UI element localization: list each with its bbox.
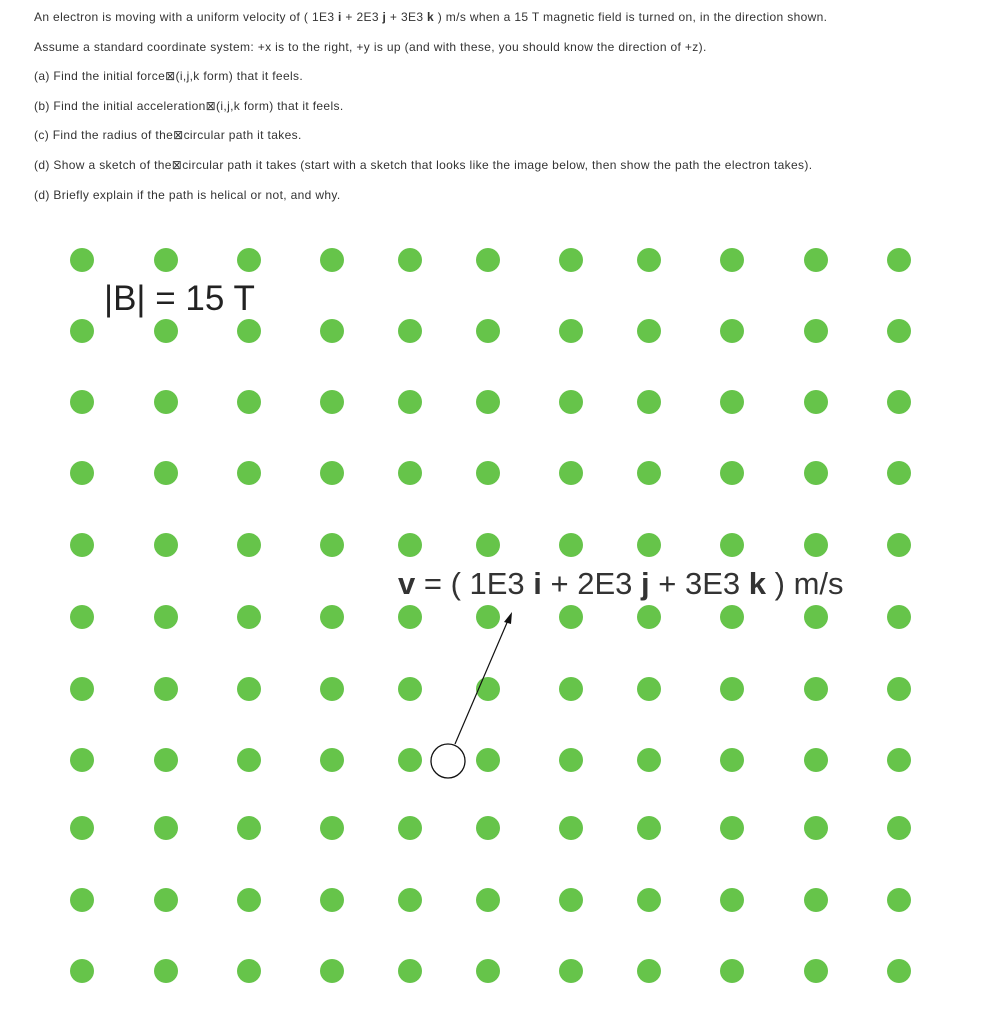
field-dot xyxy=(887,319,911,343)
field-dot xyxy=(559,605,583,629)
field-dot xyxy=(320,461,344,485)
field-dots-out-of-page xyxy=(70,248,911,983)
field-dot xyxy=(476,816,500,840)
field-dot xyxy=(154,816,178,840)
field-dot xyxy=(887,390,911,414)
field-dot xyxy=(154,390,178,414)
field-dot xyxy=(887,959,911,983)
field-dot xyxy=(398,533,422,557)
field-dot xyxy=(398,390,422,414)
field-dot xyxy=(70,888,94,912)
field-dot xyxy=(398,959,422,983)
field-dot xyxy=(720,959,744,983)
magnetic-field-figure xyxy=(0,230,992,1024)
field-dot xyxy=(237,248,261,272)
field-dot xyxy=(887,248,911,272)
field-dot xyxy=(476,390,500,414)
field-dot xyxy=(559,677,583,701)
field-dot xyxy=(70,248,94,272)
field-dot xyxy=(804,319,828,343)
field-dot xyxy=(70,748,94,772)
field-dot xyxy=(637,248,661,272)
field-dot xyxy=(804,605,828,629)
field-dot xyxy=(476,959,500,983)
field-dot xyxy=(804,533,828,557)
field-dot xyxy=(398,888,422,912)
field-dot xyxy=(237,461,261,485)
field-dot xyxy=(804,461,828,485)
field-magnitude-label: |B| = 15 T xyxy=(104,279,255,318)
velocity-label: v = ( 1E3 i + 2E3 j + 3E3 k ) m/s xyxy=(398,566,844,601)
field-dot xyxy=(804,888,828,912)
field-dot xyxy=(320,816,344,840)
field-dot xyxy=(559,533,583,557)
velocity-arrowhead xyxy=(504,612,512,624)
velocity-arrow xyxy=(455,618,509,744)
field-dot xyxy=(320,319,344,343)
field-dot xyxy=(320,888,344,912)
field-dot xyxy=(804,959,828,983)
field-dot xyxy=(887,677,911,701)
field-dot xyxy=(237,748,261,772)
field-dot xyxy=(320,605,344,629)
field-dot xyxy=(237,677,261,701)
field-dot xyxy=(70,677,94,701)
field-dot xyxy=(237,390,261,414)
field-dot xyxy=(720,390,744,414)
field-dot xyxy=(320,959,344,983)
field-dot xyxy=(559,748,583,772)
field-dot xyxy=(476,319,500,343)
field-dot xyxy=(559,319,583,343)
field-dot xyxy=(559,888,583,912)
field-dot xyxy=(154,888,178,912)
field-dot xyxy=(637,319,661,343)
field-dot xyxy=(637,605,661,629)
field-dot xyxy=(154,319,178,343)
field-dot xyxy=(637,461,661,485)
electron xyxy=(431,744,465,778)
field-dot xyxy=(476,248,500,272)
field-dot xyxy=(476,677,500,701)
field-dot xyxy=(154,677,178,701)
field-dot xyxy=(237,605,261,629)
field-dot xyxy=(70,461,94,485)
field-dot xyxy=(398,319,422,343)
question-d-explain: (d) Briefly explain if the path is helical or not, and why. xyxy=(34,188,341,202)
field-dot xyxy=(720,319,744,343)
question-c: (c) Find the radius of the⊠circular path it takes. xyxy=(34,128,302,142)
field-dot xyxy=(637,748,661,772)
field-dot xyxy=(559,816,583,840)
field-dot xyxy=(720,748,744,772)
field-dot xyxy=(720,677,744,701)
field-dot xyxy=(720,605,744,629)
field-dot xyxy=(804,248,828,272)
field-dot xyxy=(237,319,261,343)
field-dot xyxy=(320,677,344,701)
problem-assumption: Assume a standard coordinate system: +x is to the right, +y is up (and with these, you should know the direction of +z). xyxy=(34,40,707,54)
field-dot xyxy=(476,533,500,557)
field-dot xyxy=(154,533,178,557)
field-dot xyxy=(637,533,661,557)
field-dot xyxy=(637,959,661,983)
field-dot xyxy=(804,390,828,414)
field-dot xyxy=(70,959,94,983)
field-dot xyxy=(720,461,744,485)
field-dot xyxy=(154,605,178,629)
field-dot xyxy=(559,461,583,485)
field-dot xyxy=(398,816,422,840)
field-dot xyxy=(398,248,422,272)
field-dot xyxy=(637,677,661,701)
field-dot xyxy=(320,248,344,272)
field-dot xyxy=(476,461,500,485)
field-dot xyxy=(70,816,94,840)
field-diagram xyxy=(0,230,992,1024)
field-dot xyxy=(398,461,422,485)
field-dot xyxy=(70,533,94,557)
field-dot xyxy=(720,888,744,912)
field-dot xyxy=(476,888,500,912)
field-dot xyxy=(237,888,261,912)
field-dot xyxy=(720,533,744,557)
question-d-sketch: (d) Show a sketch of the⊠circular path it takes (start with a sketch that looks like the image below, then show the path the electron takes). xyxy=(34,158,813,172)
field-dot xyxy=(559,248,583,272)
field-dot xyxy=(887,816,911,840)
field-dot xyxy=(70,319,94,343)
question-b: (b) Find the initial acceleration⊠(i,j,k form) that it feels. xyxy=(34,99,344,113)
field-dot xyxy=(154,959,178,983)
field-dot xyxy=(398,605,422,629)
field-dot xyxy=(887,461,911,485)
field-dot xyxy=(559,959,583,983)
field-dot xyxy=(720,248,744,272)
field-dot xyxy=(804,748,828,772)
field-dot xyxy=(70,605,94,629)
field-dot xyxy=(398,677,422,701)
field-dot xyxy=(320,748,344,772)
field-dot xyxy=(70,390,94,414)
field-dot xyxy=(237,533,261,557)
field-dot xyxy=(320,533,344,557)
field-dot xyxy=(237,816,261,840)
field-dot xyxy=(887,533,911,557)
field-dot xyxy=(804,677,828,701)
field-dot xyxy=(154,748,178,772)
field-dot xyxy=(476,748,500,772)
question-a: (a) Find the initial force⊠(i,j,k form) that it feels. xyxy=(34,69,304,83)
field-dot xyxy=(320,390,344,414)
field-dot xyxy=(559,390,583,414)
field-dot xyxy=(887,605,911,629)
field-dot xyxy=(804,816,828,840)
field-dot xyxy=(887,888,911,912)
field-dot xyxy=(237,959,261,983)
field-dot xyxy=(637,816,661,840)
field-dot xyxy=(476,605,500,629)
field-dot xyxy=(154,461,178,485)
problem-intro: An electron is moving with a uniform velocity of ( 1E3 i + 2E3 j + 3E3 k ) m/s when a 15 T magnetic field is turned on, in the direction shown. xyxy=(34,10,828,24)
field-dot xyxy=(720,816,744,840)
field-dot xyxy=(637,888,661,912)
field-dot xyxy=(154,248,178,272)
field-dot xyxy=(887,748,911,772)
field-dot xyxy=(398,748,422,772)
field-dot xyxy=(637,390,661,414)
